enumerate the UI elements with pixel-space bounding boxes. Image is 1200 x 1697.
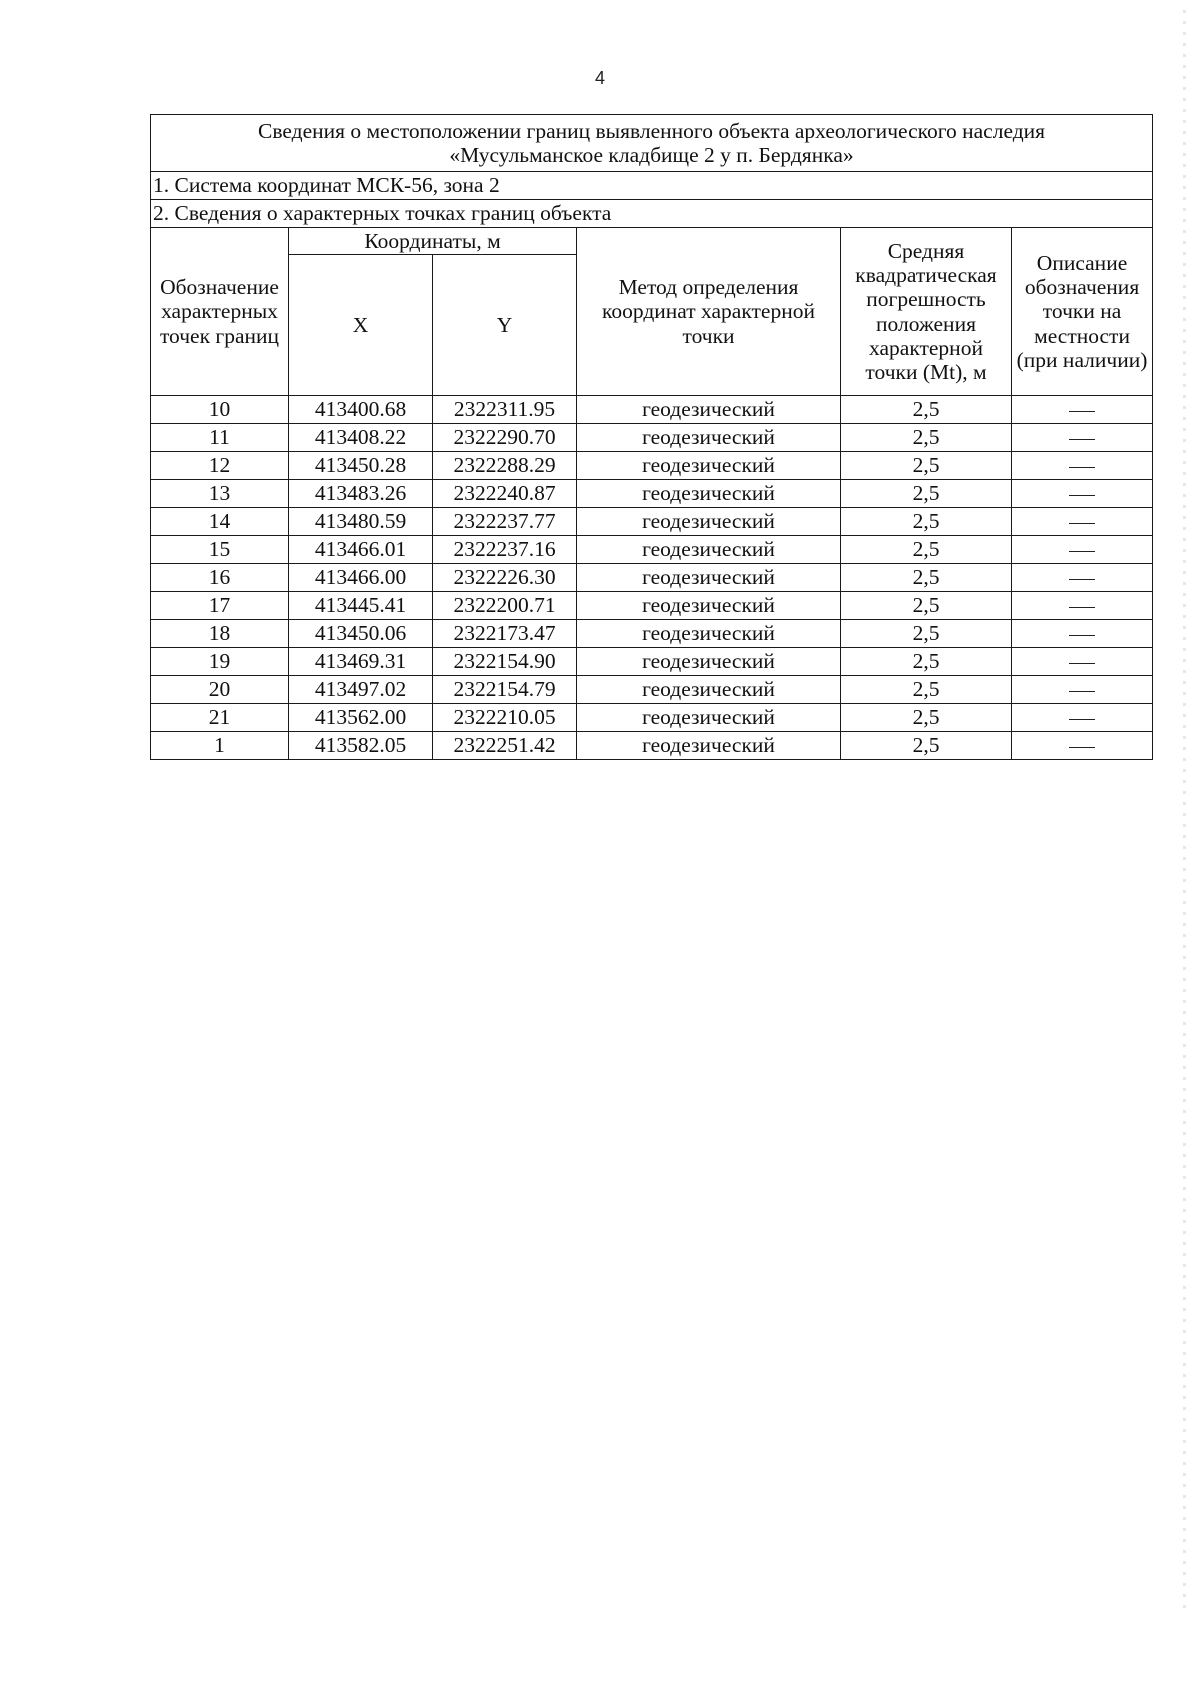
- table-row: [151, 508, 1153, 536]
- cell-method: геодезический: [577, 648, 841, 676]
- cell-x: 413400.68: [289, 396, 433, 424]
- cell-method: геодезический: [577, 592, 841, 620]
- cell-y: 2322226.30: [433, 564, 577, 592]
- cell-description: [1012, 732, 1153, 760]
- cell-method: геодезический: [577, 452, 841, 480]
- header-point-label: Обозначение характерных точек границ: [151, 228, 289, 396]
- cell-y: 2322173.47: [433, 620, 577, 648]
- table-body: [151, 396, 1153, 760]
- table-row: [151, 396, 1153, 424]
- cell-point: 12: [151, 452, 289, 480]
- cell-method: геодезический: [577, 732, 841, 760]
- cell-y: 2322237.16: [433, 536, 577, 564]
- cell-method: геодезический: [577, 424, 841, 452]
- cell-point: 19: [151, 648, 289, 676]
- cell-x: 413450.06: [289, 620, 433, 648]
- cell-point: 1: [151, 732, 289, 760]
- cell-x: 413450.28: [289, 452, 433, 480]
- cell-error: 2,5: [841, 452, 1012, 480]
- cell-y: 2322200.71: [433, 592, 577, 620]
- cell-y: 2322154.79: [433, 676, 577, 704]
- cell-point: 16: [151, 564, 289, 592]
- cell-description: [1012, 452, 1153, 480]
- cell-error: 2,5: [841, 704, 1012, 732]
- dash-mark: [1069, 607, 1095, 608]
- cell-method: геодезический: [577, 676, 841, 704]
- cell-method: геодезический: [577, 396, 841, 424]
- cell-method: геодезический: [577, 564, 841, 592]
- cell-point: 17: [151, 592, 289, 620]
- cell-x: 413480.59: [289, 508, 433, 536]
- cell-x: 413469.31: [289, 648, 433, 676]
- cell-y: 2322311.95: [433, 396, 577, 424]
- cell-y: 2322237.77: [433, 508, 577, 536]
- cell-x: 413483.26: [289, 480, 433, 508]
- cell-error: 2,5: [841, 732, 1012, 760]
- dash-mark: [1069, 579, 1095, 580]
- table-title-line-1: Сведения о местоположении границ выявленного объекта археологического наследия: [258, 118, 1046, 143]
- cell-error: 2,5: [841, 508, 1012, 536]
- table-row: [151, 452, 1153, 480]
- cell-x: 413408.22: [289, 424, 433, 452]
- dash-mark: [1069, 411, 1095, 412]
- dash-mark: [1069, 551, 1095, 552]
- table-row: [151, 648, 1153, 676]
- cell-method: геодезический: [577, 536, 841, 564]
- scan-artifact-edge: [1183, 10, 1186, 1610]
- cell-error: 2,5: [841, 592, 1012, 620]
- cell-y: 2322288.29: [433, 452, 577, 480]
- cell-description: [1012, 396, 1153, 424]
- table-row: [151, 676, 1153, 704]
- cell-x: 413466.01: [289, 536, 433, 564]
- header-method: Метод определения координат характерной точки: [577, 228, 841, 396]
- cell-error: 2,5: [841, 396, 1012, 424]
- table-row: [151, 536, 1153, 564]
- cell-point: 20: [151, 676, 289, 704]
- table-row: [151, 620, 1153, 648]
- cell-point: 18: [151, 620, 289, 648]
- header-x: X: [289, 255, 433, 396]
- cell-y: 2322210.05: [433, 704, 577, 732]
- cell-description: [1012, 564, 1153, 592]
- cell-description: [1012, 592, 1153, 620]
- cell-y: 2322240.87: [433, 480, 577, 508]
- cell-point: 15: [151, 536, 289, 564]
- cell-point: 11: [151, 424, 289, 452]
- cell-method: геодезический: [577, 508, 841, 536]
- cell-description: [1012, 508, 1153, 536]
- cell-error: 2,5: [841, 676, 1012, 704]
- cell-error: 2,5: [841, 424, 1012, 452]
- cell-x: 413497.02: [289, 676, 433, 704]
- boundary-points-table: [150, 114, 1153, 760]
- dash-mark: [1069, 635, 1095, 636]
- cell-x: 413562.00: [289, 704, 433, 732]
- cell-description: [1012, 536, 1153, 564]
- dash-mark: [1069, 747, 1095, 748]
- cell-description: [1012, 704, 1153, 732]
- cell-error: 2,5: [841, 620, 1012, 648]
- table-title-line-2: «Мусульманское кладбище 2 у п. Бердянка»: [449, 143, 854, 167]
- coordinate-system: 1. Система координат МСК-56, зона 2: [151, 172, 1153, 200]
- table-row: [151, 732, 1153, 760]
- table-row: [151, 564, 1153, 592]
- cell-point: 21: [151, 704, 289, 732]
- table-row: [151, 704, 1153, 732]
- cell-description: [1012, 648, 1153, 676]
- cell-error: 2,5: [841, 480, 1012, 508]
- cell-description: [1012, 480, 1153, 508]
- cell-y: 2322154.90: [433, 648, 577, 676]
- cell-description: [1012, 424, 1153, 452]
- dash-mark: [1069, 523, 1095, 524]
- header-coordinates: Координаты, м: [289, 228, 577, 255]
- dash-mark: [1069, 467, 1095, 468]
- cell-y: 2322290.70: [433, 424, 577, 452]
- dash-mark: [1069, 719, 1095, 720]
- cell-point: 10: [151, 396, 289, 424]
- cell-description: [1012, 620, 1153, 648]
- table-title: [151, 115, 1153, 172]
- dash-mark: [1069, 691, 1095, 692]
- cell-description: [1012, 676, 1153, 704]
- table-row: [151, 480, 1153, 508]
- cell-x: 413466.00: [289, 564, 433, 592]
- cell-y: 2322251.42: [433, 732, 577, 760]
- cell-method: геодезический: [577, 704, 841, 732]
- dash-mark: [1069, 495, 1095, 496]
- cell-point: 13: [151, 480, 289, 508]
- cell-error: 2,5: [841, 564, 1012, 592]
- table-row: [151, 592, 1153, 620]
- cell-x: 413445.41: [289, 592, 433, 620]
- dash-mark: [1069, 663, 1095, 664]
- cell-x: 413582.05: [289, 732, 433, 760]
- table-row: [151, 424, 1153, 452]
- cell-method: геодезический: [577, 480, 841, 508]
- header-error: Средняя квадратическая погрешность положения характерной точки (Mt), м: [841, 228, 1012, 396]
- header-y: Y: [433, 255, 577, 396]
- section-title: 2. Сведения о характерных точках границ объекта: [151, 200, 1153, 228]
- cell-error: 2,5: [841, 536, 1012, 564]
- cell-error: 2,5: [841, 648, 1012, 676]
- cell-point: 14: [151, 508, 289, 536]
- page-number: 4: [594, 68, 605, 88]
- dash-mark: [1069, 439, 1095, 440]
- header-description: Описание обозначения точки на местности (при наличии): [1012, 228, 1153, 396]
- cell-method: геодезический: [577, 620, 841, 648]
